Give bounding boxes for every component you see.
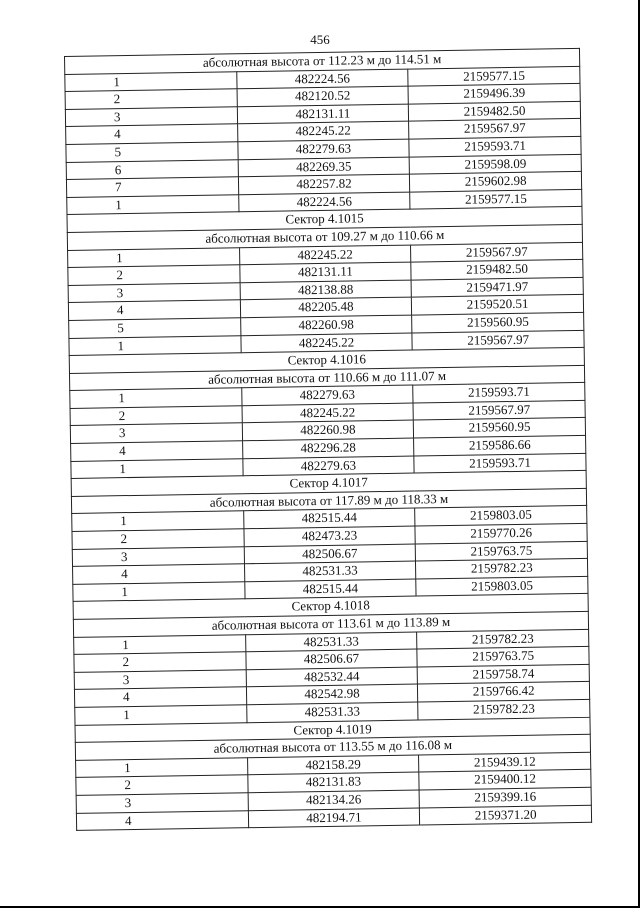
x-coordinate: 482257.82 xyxy=(238,174,410,194)
y-coordinate: 2159593.71 xyxy=(414,453,586,473)
y-coordinate: 2159471.97 xyxy=(411,277,583,297)
x-coordinate: 482531.33 xyxy=(244,561,416,581)
y-coordinate: 2159577.15 xyxy=(410,189,582,209)
point-number: 5 xyxy=(66,142,238,162)
altitude-range: абсолютная высота от 117.89 м до 118.33 м xyxy=(71,488,586,514)
x-coordinate: 482269.35 xyxy=(238,157,410,177)
altitude-range: абсолютная высота от 112.23 м до 114.51 м xyxy=(65,48,580,74)
y-coordinate: 2159803.05 xyxy=(416,576,588,596)
x-coordinate: 482296.28 xyxy=(242,438,414,458)
point-number: 1 xyxy=(65,71,237,91)
point-number: 1 xyxy=(75,705,247,725)
x-coordinate: 482245.22 xyxy=(239,245,411,265)
x-coordinate: 482224.56 xyxy=(236,69,408,89)
x-coordinate: 482260.98 xyxy=(240,315,412,335)
x-coordinate: 482279.63 xyxy=(242,456,414,476)
altitude-range: абсолютная высота от 110.66 м до 111.07 м xyxy=(69,365,584,391)
x-coordinate: 482506.67 xyxy=(244,544,416,564)
sector-heading: Сектор 4.1018 xyxy=(73,594,588,620)
point-number: 3 xyxy=(65,107,237,127)
x-coordinate: 482531.33 xyxy=(245,632,417,652)
y-coordinate: 2159770.26 xyxy=(415,523,587,543)
point-number: 1 xyxy=(73,582,245,602)
point-number: 1 xyxy=(70,388,242,408)
point-number: 2 xyxy=(65,89,237,109)
y-coordinate: 2159371.20 xyxy=(420,805,592,825)
y-coordinate: 2159567.97 xyxy=(412,330,584,350)
point-number: 2 xyxy=(68,265,240,285)
point-number: 1 xyxy=(71,458,243,478)
point-number: 4 xyxy=(73,564,245,584)
x-coordinate: 482120.52 xyxy=(237,86,409,106)
x-coordinate: 482134.26 xyxy=(248,790,420,810)
x-coordinate: 482224.56 xyxy=(238,192,410,212)
y-coordinate: 2159766.42 xyxy=(418,682,590,702)
point-number: 1 xyxy=(67,195,239,215)
point-number: 3 xyxy=(74,670,246,690)
point-number: 4 xyxy=(74,687,246,707)
point-number: 2 xyxy=(74,652,246,672)
x-coordinate: 482542.98 xyxy=(246,684,418,704)
y-coordinate: 2159567.97 xyxy=(411,242,583,262)
y-coordinate: 2159560.95 xyxy=(414,418,586,438)
y-coordinate: 2159400.12 xyxy=(419,770,591,790)
y-coordinate: 2159763.75 xyxy=(416,541,588,561)
point-number: 4 xyxy=(66,124,238,144)
point-number: 3 xyxy=(68,282,240,302)
x-coordinate: 482260.98 xyxy=(242,421,414,441)
page-number: 456 xyxy=(310,32,330,47)
x-coordinate: 482194.71 xyxy=(248,808,420,828)
point-number: 1 xyxy=(74,634,246,654)
x-coordinate: 482515.44 xyxy=(244,579,416,599)
y-coordinate: 2159586.66 xyxy=(414,435,586,455)
point-number: 1 xyxy=(72,511,244,531)
y-coordinate: 2159439.12 xyxy=(419,752,591,772)
y-coordinate: 2159782.23 xyxy=(416,559,588,579)
x-coordinate: 482245.22 xyxy=(242,403,414,423)
y-coordinate: 2159602.98 xyxy=(410,172,582,192)
x-coordinate: 482515.44 xyxy=(243,508,415,528)
point-number: 2 xyxy=(70,406,242,426)
y-coordinate: 2159577.15 xyxy=(408,66,580,86)
y-coordinate: 2159560.95 xyxy=(412,312,584,332)
y-coordinate: 2159593.71 xyxy=(413,383,585,403)
y-coordinate: 2159399.16 xyxy=(419,787,591,807)
y-coordinate: 2159598.09 xyxy=(409,154,581,174)
y-coordinate: 2159567.97 xyxy=(409,119,581,139)
y-coordinate: 2159496.39 xyxy=(408,84,580,104)
point-number: 2 xyxy=(76,775,248,795)
x-coordinate: 482245.22 xyxy=(241,333,413,353)
x-coordinate: 482279.63 xyxy=(238,139,410,159)
point-number: 6 xyxy=(66,159,238,179)
y-coordinate: 2159482.50 xyxy=(409,101,581,121)
sector-heading: Сектор 4.1019 xyxy=(75,717,590,743)
point-number: 4 xyxy=(76,810,248,830)
x-coordinate: 482138.88 xyxy=(240,280,412,300)
y-coordinate: 2159803.05 xyxy=(415,506,587,526)
y-coordinate: 2159567.97 xyxy=(413,400,585,420)
coordinates-table xyxy=(64,48,592,831)
x-coordinate: 482205.48 xyxy=(240,297,412,317)
x-coordinate: 482531.33 xyxy=(246,702,418,722)
x-coordinate: 482158.29 xyxy=(247,755,419,775)
x-coordinate: 482131.11 xyxy=(239,262,411,282)
sector-heading: Сектор 4.1016 xyxy=(69,347,584,373)
x-coordinate: 482279.63 xyxy=(241,385,413,405)
altitude-range: абсолютная высота от 113.55 м до 116.08 м xyxy=(75,734,590,760)
coordinates-table-body xyxy=(65,48,592,830)
point-number: 3 xyxy=(70,423,242,443)
point-number: 7 xyxy=(66,177,238,197)
y-coordinate: 2159782.23 xyxy=(417,629,589,649)
y-coordinate: 2159763.75 xyxy=(417,647,589,667)
y-coordinate: 2159482.50 xyxy=(411,260,583,280)
altitude-range: абсолютная высота от 109.27 м до 110.66 м xyxy=(67,224,582,250)
coordinates-table-wrapper xyxy=(64,48,592,831)
altitude-range: абсолютная высота от 113.61 м до 113.89 м xyxy=(73,611,588,637)
y-coordinate: 2159782.23 xyxy=(418,699,590,719)
sector-heading: Сектор 4.1015 xyxy=(67,207,582,233)
x-coordinate: 482532.44 xyxy=(246,667,418,687)
y-coordinate: 2159593.71 xyxy=(409,136,581,156)
x-coordinate: 482506.67 xyxy=(246,649,418,669)
x-coordinate: 482131.83 xyxy=(247,772,419,792)
point-number: 1 xyxy=(76,757,248,777)
x-coordinate: 482131.11 xyxy=(237,104,409,124)
point-number: 2 xyxy=(72,529,244,549)
y-coordinate: 2159520.51 xyxy=(412,295,584,315)
sector-heading: Сектор 4.1017 xyxy=(71,471,586,497)
point-number: 3 xyxy=(76,793,248,813)
point-number: 4 xyxy=(68,300,240,320)
point-number: 1 xyxy=(68,247,240,267)
point-number: 4 xyxy=(71,441,243,461)
point-number: 5 xyxy=(69,318,241,338)
x-coordinate: 482473.23 xyxy=(244,526,416,546)
point-number: 1 xyxy=(69,335,241,355)
point-number: 3 xyxy=(72,546,244,566)
y-coordinate: 2159758.74 xyxy=(417,664,589,684)
x-coordinate: 482245.22 xyxy=(237,121,409,141)
